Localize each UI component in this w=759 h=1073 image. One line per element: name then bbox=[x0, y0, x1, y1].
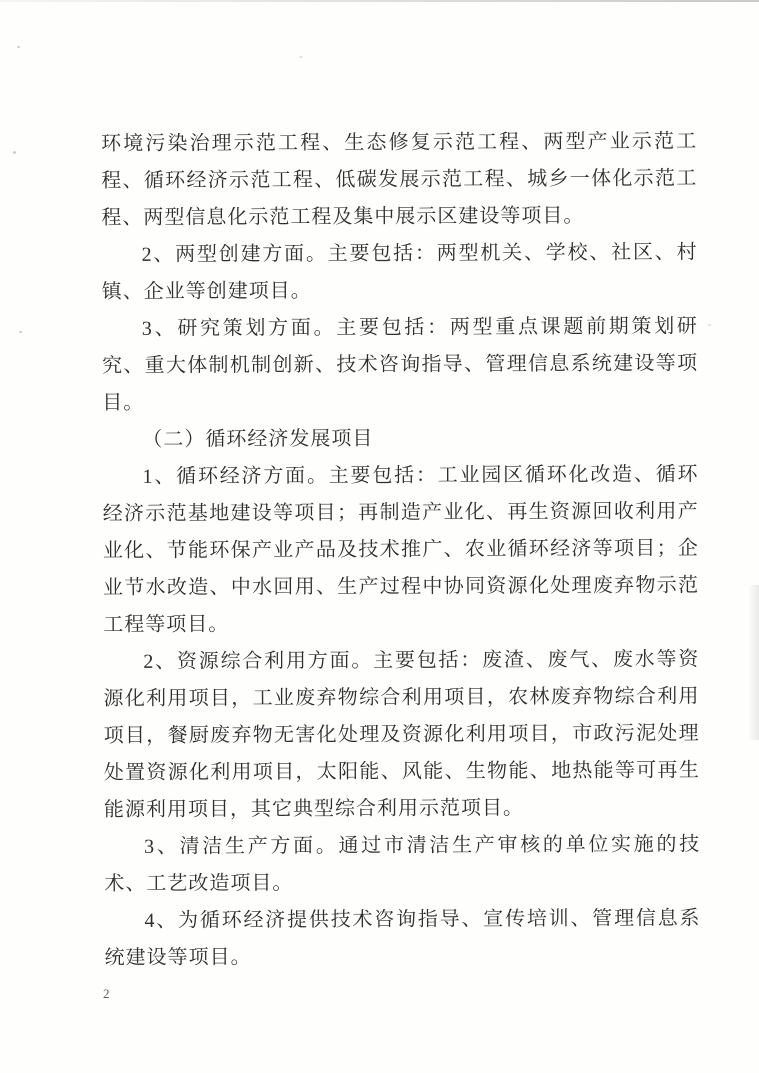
section-heading-circular-economy: （二）循环经济发展项目 bbox=[142, 427, 374, 451]
scan-speck bbox=[708, 324, 711, 326]
document-body bbox=[101, 123, 701, 977]
scan-speck bbox=[17, 46, 20, 48]
paragraph-item-3-yanjiu-cehua: 3、研究策划方面。主要包括：两型重点课题前期策划研究、重大体制机制创新、技术咨询指导、管理信息系统建设等项目。 bbox=[101, 315, 699, 414]
scan-shadow-artifact bbox=[748, 585, 759, 740]
paragraph-item-3-qingjie-shengchan: 3、清洁生产方面。通过市清洁生产审核的单位实施的技术、工艺改造项目。 bbox=[104, 833, 701, 895]
page-number: 2 bbox=[103, 986, 110, 1001]
paragraph-item-2-liangxing-chuangjian: 2、两型创建方面。主要包括：两型机关、学校、社区、村镇、企业等创建项目。 bbox=[101, 241, 698, 303]
scan-edge-artifact bbox=[0, 0, 759, 2]
scan-speck bbox=[19, 331, 22, 333]
scan-speck bbox=[299, 56, 303, 58]
paragraph-continuation: 环境污染治理示范工程、生态修复示范工程、两型产业示范工程、循环经济示范工程、低碳发展示范工程、城乡一体化示范工程、两型信息化示范工程及集中展示区建设等项目。 bbox=[101, 130, 698, 229]
paragraph-item-2-ziyuan-zonghe-liyong: 2、资源综合利用方面。主要包括：废渣、废气、废水等资源化利用项目，工业废弃物综合利用项目，农林废弃物综合利用项目，餐厨废弃物无害化处理及资源化利用项目，市政污泥处理处置资源化利用项目，太阳能、风能、生物能、地热能等可再生能源利用项目，其它典型综合利用示范项目。 bbox=[103, 648, 700, 821]
paragraph-item-4-jishu-zixun: 4、为循环经济提供技术咨询指导、宣传培训、管理信息系统建设等项目。 bbox=[104, 907, 701, 969]
scan-speck bbox=[13, 151, 16, 154]
paragraph-item-1-xunhuan-jingji: 1、循环经济方面。主要包括：工业园区循环化改造、循环经济示范基地建设等项目；再制造产业化、再生资源回收利用产业化、节能环保产业产品及技术推广、农业循环经济等项目；企业节水改造、中水回用、生产过程中协同资源化处理废弃物示范工程等项目。 bbox=[102, 463, 700, 636]
